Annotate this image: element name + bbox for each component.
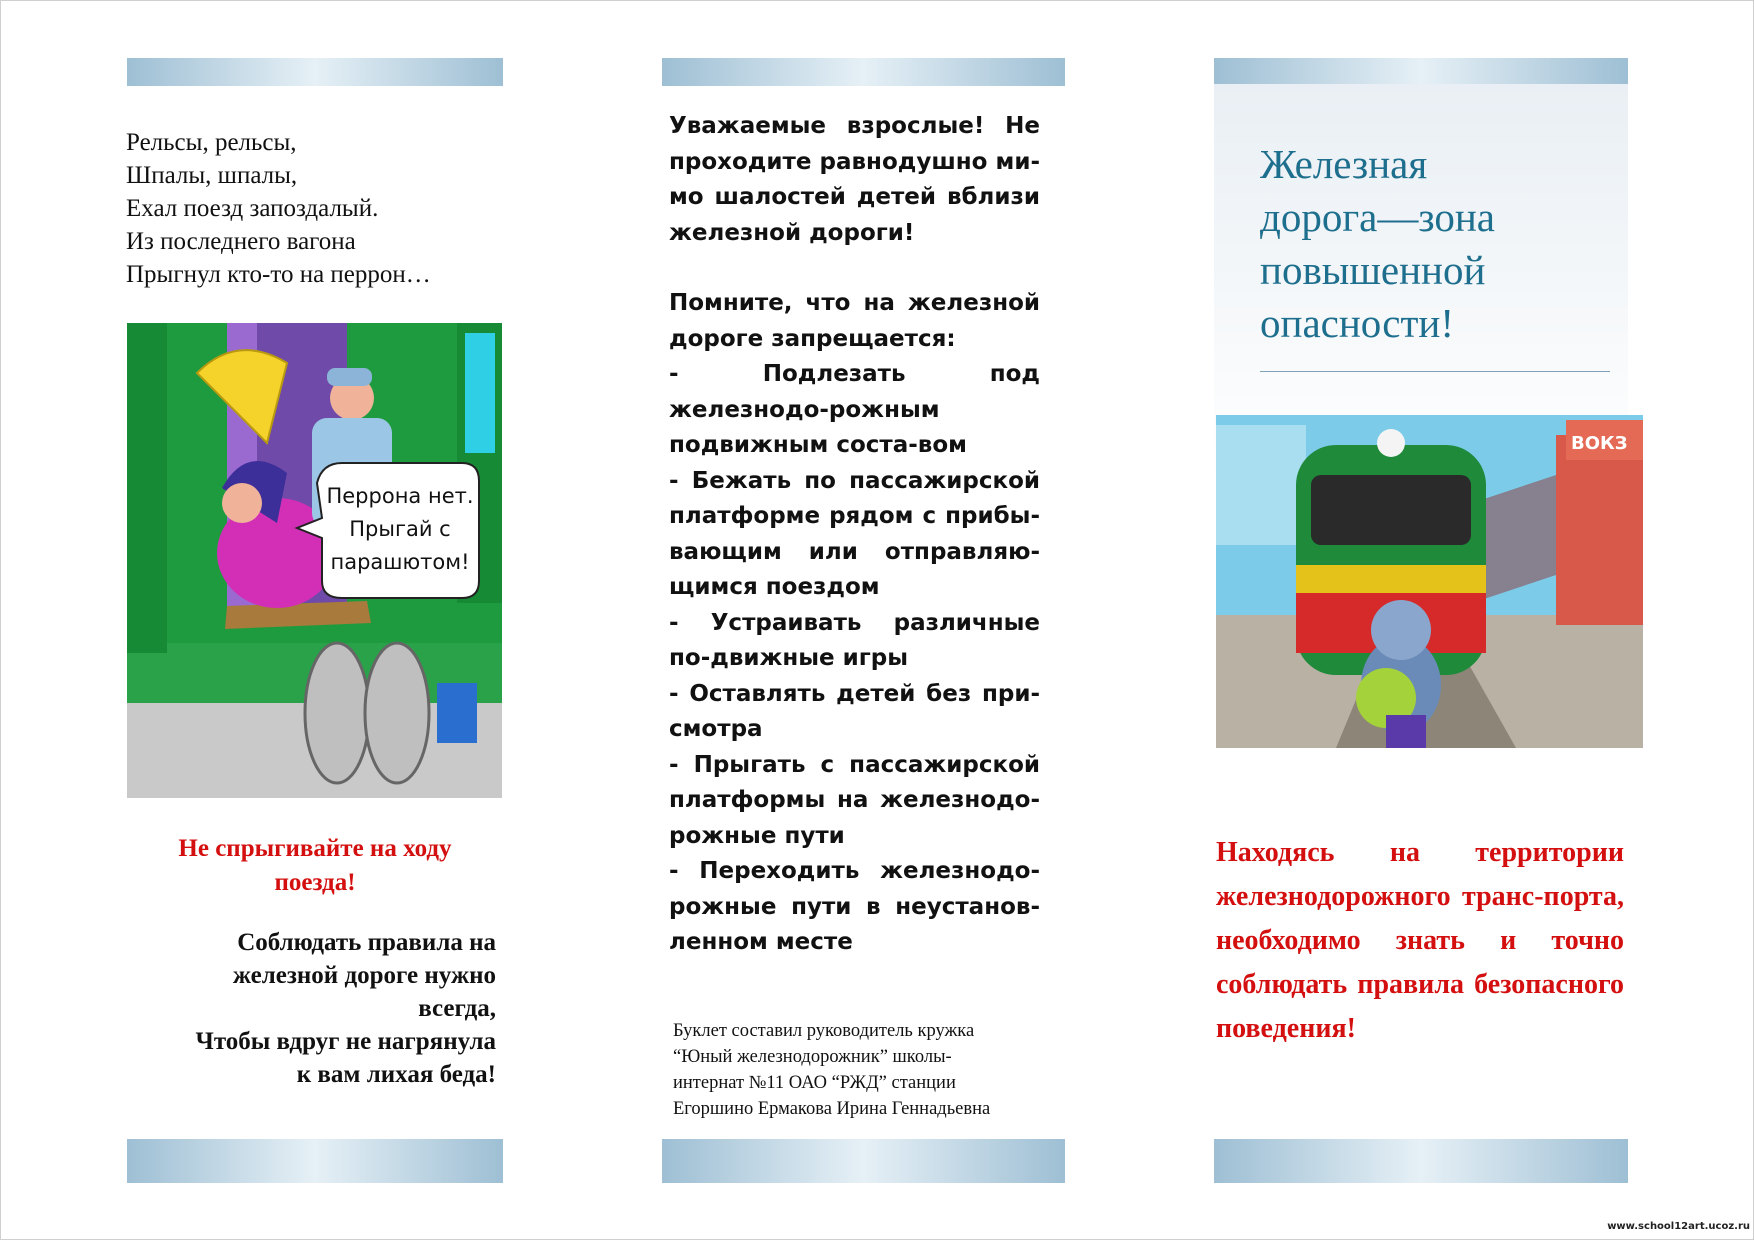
safety-verse-line: всегда,	[418, 995, 496, 1022]
safety-verse-line: Чтобы вдруг не нагрянула	[195, 1028, 496, 1055]
rule-item: - Устраивать различные по-движные игры	[669, 609, 1040, 671]
adult-address: Уважаемые взрослые! Не проходите равнодушно ми-мо шалостей детей вблизи железной дороги!	[669, 113, 1040, 246]
poem-line: Ехал поезд запоздалый.	[126, 195, 379, 222]
cover-title	[1260, 138, 1640, 350]
cartoon-illustration	[127, 323, 502, 798]
cover-title-line: Железная	[1260, 141, 1428, 187]
safety-verse-line: к вам лихая беда!	[296, 1061, 496, 1088]
middle-bottom-bar	[662, 1139, 1065, 1183]
station-sign: ВОКЗ	[1571, 433, 1628, 454]
rule-item: - Прыгать с пассажирской платформы на железнодо-рожные пути	[669, 751, 1040, 849]
right-top-bar	[1214, 58, 1628, 86]
rule-item: - Оставлять детей без при-смотра	[669, 680, 1040, 742]
poem-line: Рельсы, рельсы,	[126, 129, 297, 156]
middle-top-bar	[662, 58, 1065, 86]
adult-rules	[669, 109, 1040, 961]
left-bottom-bar	[127, 1139, 503, 1183]
safety-verse-line: Соблюдать правила на	[237, 929, 496, 956]
train-illustration	[1216, 415, 1643, 748]
safety-verse-line: железной дороге нужно	[232, 962, 496, 989]
credits-line: интернат №11 ОАО “РЖД” станции	[673, 1073, 956, 1093]
right-bottom-bar	[1214, 1139, 1628, 1183]
poem-line: Прыгнул кто-то на перрон…	[126, 261, 431, 288]
watermark: www.school12art.ucoz.ru	[1607, 1221, 1750, 1232]
left-top-bar	[127, 58, 503, 86]
jump-warning-line: поезда!	[274, 869, 356, 896]
booklet-credits	[673, 1018, 1043, 1122]
speech-bubble-line: парашютом!	[330, 550, 470, 574]
safety-verse	[130, 926, 496, 1091]
poem	[126, 126, 506, 291]
spacer	[669, 251, 1040, 286]
poem-line: Из последнего вагона	[126, 228, 356, 255]
jump-warning-line: Не спрыгивайте на ходу	[178, 835, 452, 862]
speech-bubble-line: Прыгай с	[349, 517, 451, 541]
jump-warning	[130, 832, 500, 900]
rule-item: - Бежать по пассажирской платформе рядом с прибы-вающим или отправляю-щимся поездом	[669, 467, 1040, 600]
credits-line: Егоршино Ермакова Ирина Геннадьевна	[673, 1099, 991, 1119]
poem-line: Шпалы, шпалы,	[126, 162, 298, 189]
title-divider	[1260, 371, 1610, 372]
cover-title-line: опасности!	[1260, 300, 1455, 346]
rule-item: - Переходить железнодо-рожные пути в неустанов-ленном месте	[669, 858, 1040, 955]
safety-note: Находясь на территории железнодорожного транс-порта, необходимо знать и точно соблюдать правила безопасного поведения!	[1216, 837, 1624, 1044]
rule-item: - Подлезать под железнодо-рожным подвижным соста-вом	[669, 361, 1040, 458]
cover-title-line: повышенной	[1260, 247, 1486, 293]
credits-line: “Юный железнодорожник” школы-	[673, 1047, 952, 1067]
credits-line: Буклет составил руководитель кружка	[673, 1021, 975, 1041]
rules-intro: Помните, что на железной дороге запрещается:	[669, 290, 1040, 352]
cover-title-line: дорога—зона	[1260, 194, 1495, 240]
speech-bubble-line: Перрона нет.	[326, 484, 474, 508]
